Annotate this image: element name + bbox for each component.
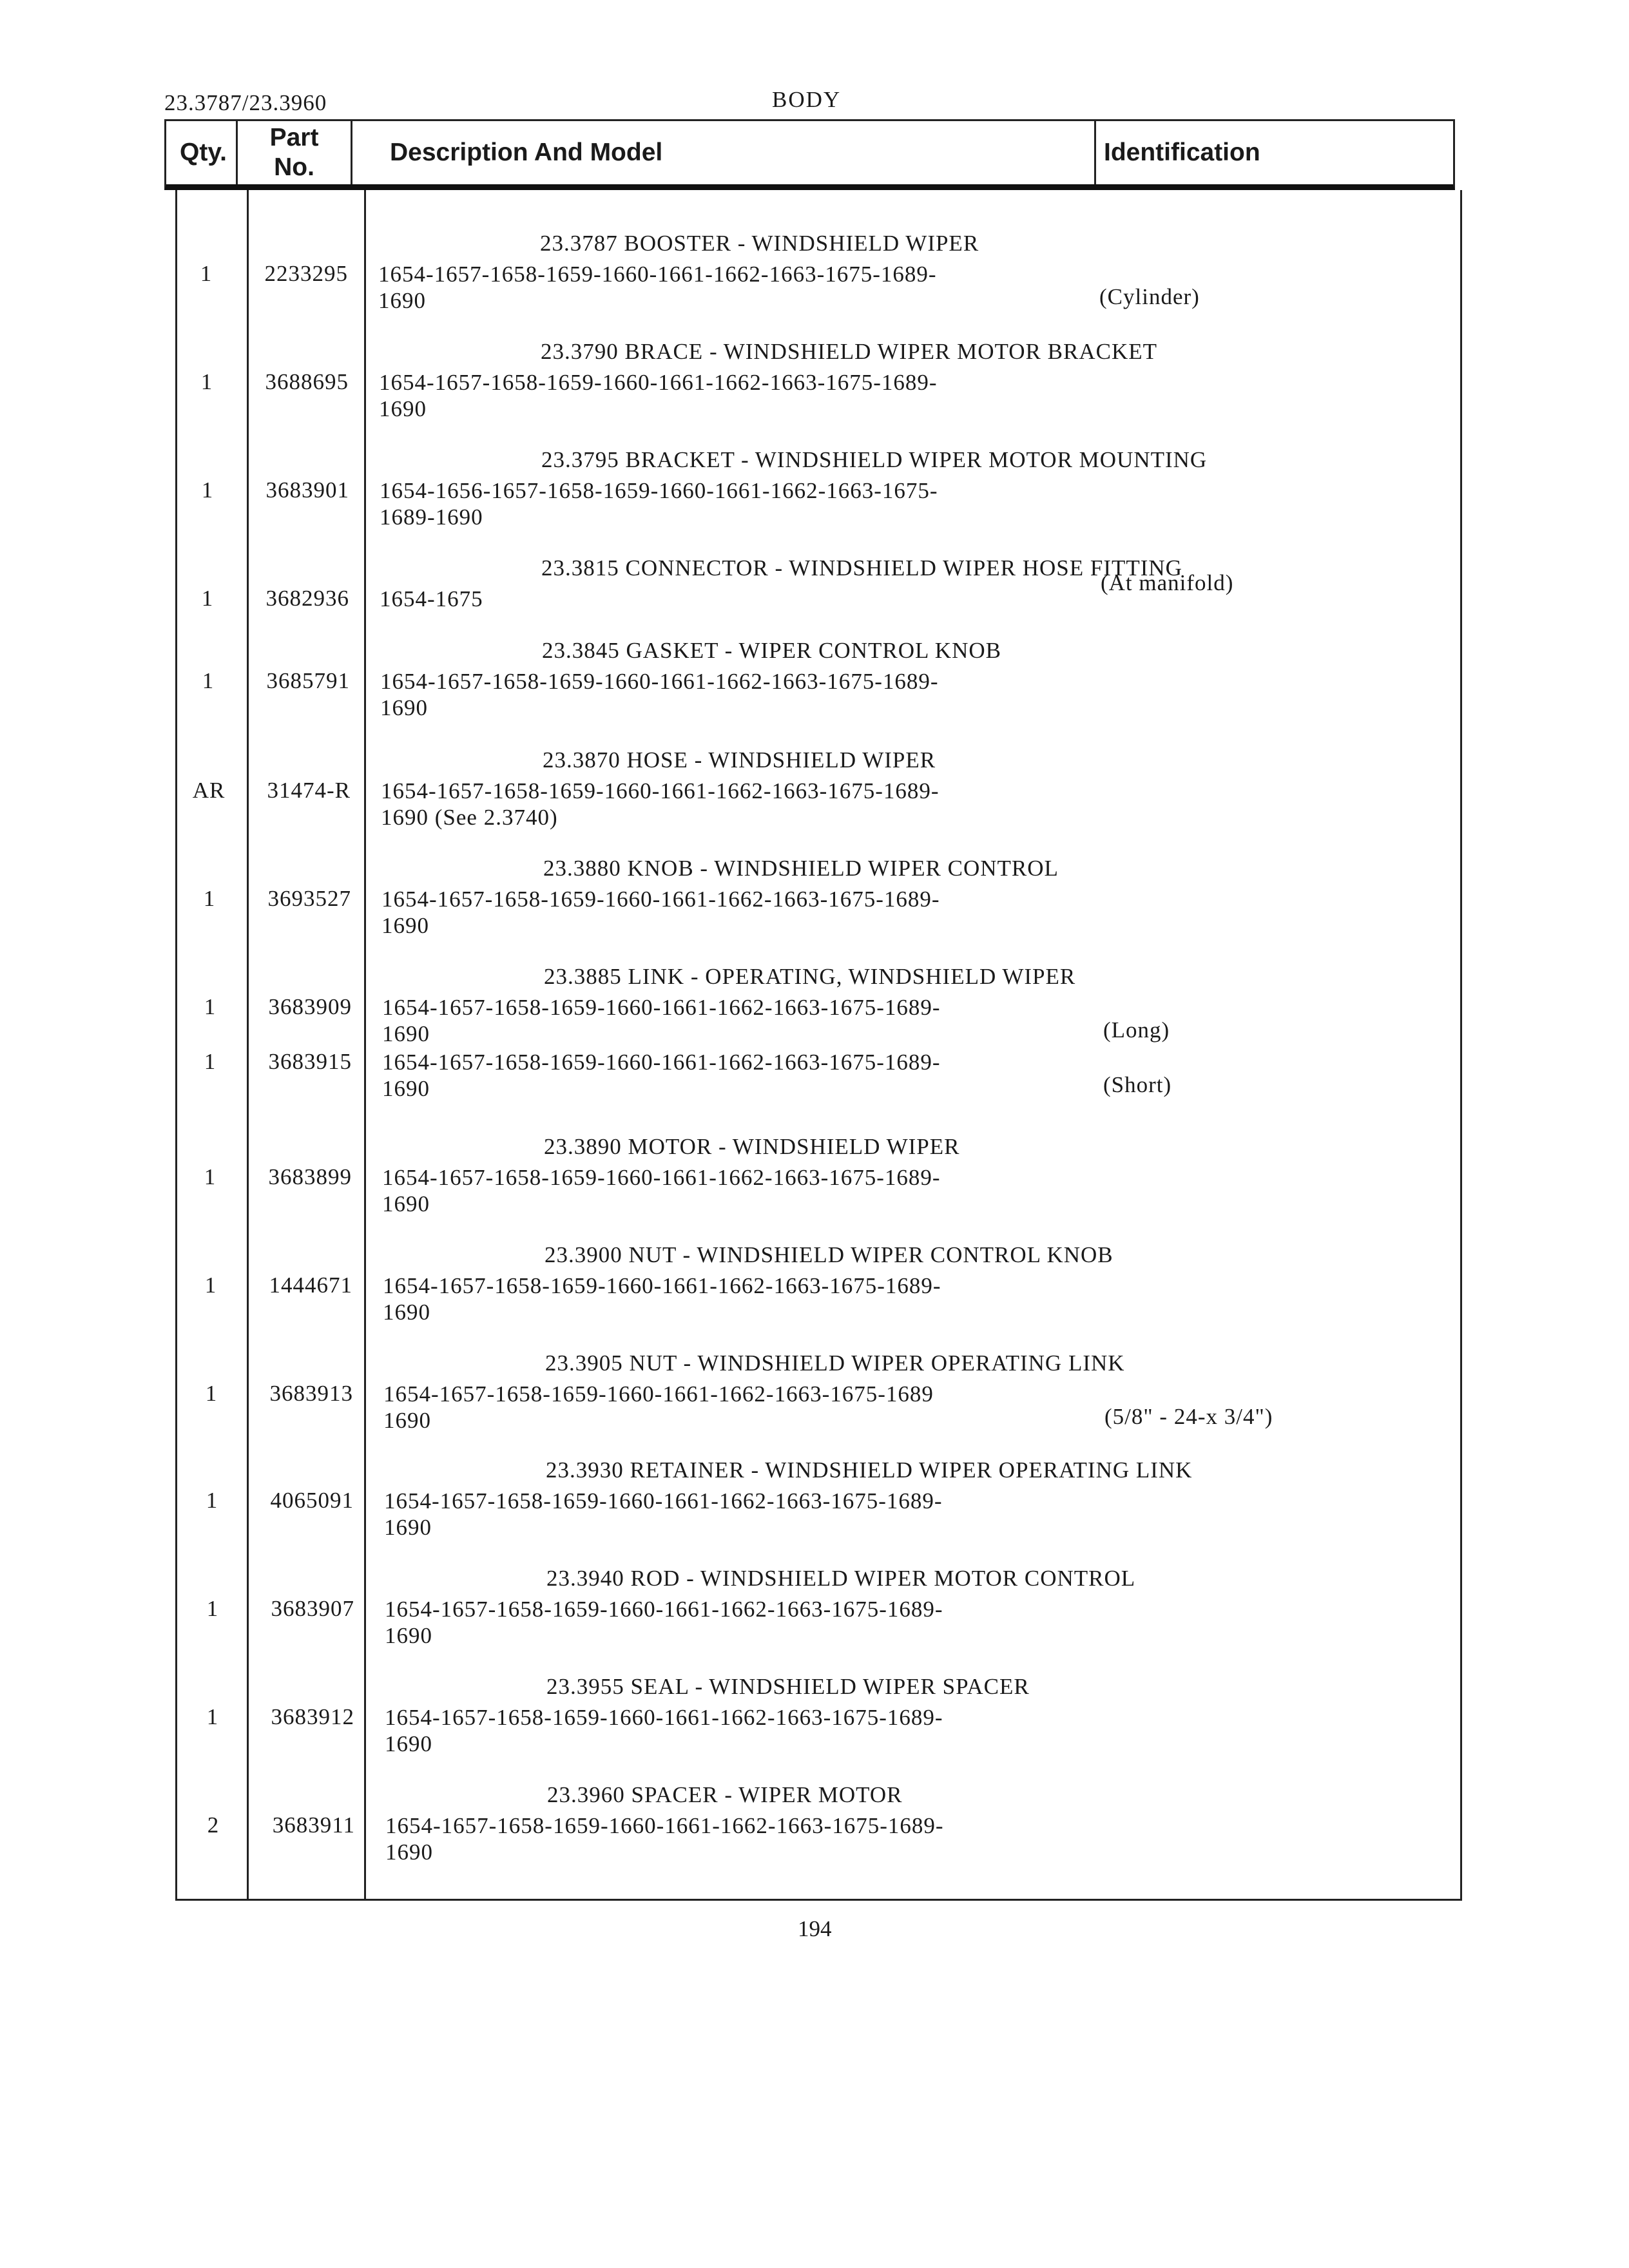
item-models: 1654-1657-1658-1659-1660-1661-1662-1663-1675-1689- 1690 (See 2.3740) [381, 778, 940, 830]
item-part-number: 3693527 [267, 886, 351, 911]
list-item [0, 1782, 1629, 1885]
page-reference: 23.3787/23.3960 [164, 90, 327, 115]
item-models: 1654-1657-1658-1659-1660-1661-1662-1663-1675-1689- 1690 [383, 1273, 941, 1325]
list-item [0, 964, 1629, 1101]
item-models: 1654-1657-1658-1659-1660-1661-1662-1663-1675-1689- 1690 [382, 1165, 941, 1216]
list-item [0, 1350, 1629, 1454]
item-identification: (Short) [1103, 1072, 1172, 1097]
item-part-number: 3688695 [265, 369, 349, 394]
item-heading: 23.3845 GASKET - WIPER CONTROL KNOB [542, 638, 1001, 663]
item-qty: 1 [206, 1596, 219, 1621]
description-column-header: Description And Model [390, 139, 663, 166]
item-part-number: 3683913 [269, 1381, 353, 1406]
item-heading: 23.3940 ROD - WINDSHIELD WIPER MOTOR CONTROL [546, 1566, 1136, 1591]
item-heading: 23.3890 MOTOR - WINDSHIELD WIPER [544, 1134, 960, 1159]
item-identification: (Long) [1103, 1017, 1170, 1043]
item-models: 1654-1657-1658-1659-1660-1661-1662-1663-1675-1689- 1690 [378, 262, 937, 313]
item-heading: 23.3795 BRACKET - WINDSHIELD WIPER MOTOR MOUNTING [541, 447, 1208, 472]
item-part-number: 3682936 [265, 586, 349, 611]
item-qty: 1 [204, 1273, 217, 1298]
list-item [0, 1566, 1629, 1669]
list-item [0, 1242, 1629, 1345]
list-item [0, 1674, 1629, 1777]
item-heading: 23.3960 SPACER - WIPER MOTOR [547, 1782, 903, 1807]
item-qty: 1 [201, 586, 214, 611]
item-models: 1654-1675 [380, 586, 483, 611]
list-item [0, 856, 1629, 959]
item-qty: 1 [204, 1049, 217, 1074]
item-models: 1654-1657-1658-1659-1660-1661-1662-1663-1675-1689- 1690 [379, 370, 938, 421]
qty-column-header: Qty. [180, 139, 227, 166]
list-item [0, 638, 1629, 741]
item-part-number: 3683911 [272, 1812, 355, 1838]
item-identification: (5/8" - 24-x 3/4") [1104, 1404, 1273, 1429]
item-identification: (Cylinder) [1099, 284, 1200, 309]
list-item [0, 339, 1629, 442]
item-part-number: 3683901 [265, 477, 349, 503]
item-models: 1654-1657-1658-1659-1660-1661-1662-1663-1675-1689- 1690 [382, 995, 941, 1046]
item-part-number: 3683899 [268, 1164, 352, 1189]
item-models: 1654-1657-1658-1659-1660-1661-1662-1663-1675-1689- 1690 [384, 1488, 943, 1540]
item-heading: 23.3787 BOOSTER - WINDSHIELD WIPER [540, 231, 979, 256]
list-item [0, 1134, 1629, 1237]
part-no-header-line1: Part [269, 124, 319, 151]
item-heading: 23.3955 SEAL - WINDSHIELD WIPER SPACER [546, 1674, 1030, 1699]
item-qty: 1 [206, 1488, 218, 1513]
item-part-number: 31474-R [267, 778, 351, 803]
item-qty: 1 [200, 261, 213, 286]
identification-column-header: Identification [1104, 139, 1260, 166]
item-part-number: 3683915 [268, 1049, 352, 1074]
list-item [0, 447, 1629, 550]
item-heading: 23.3880 KNOB - WINDSHIELD WIPER CONTROL [543, 856, 1059, 881]
item-part-number: 2233295 [264, 261, 348, 286]
list-item [0, 231, 1629, 334]
item-qty: AR [192, 778, 226, 803]
page-number: 194 [798, 1916, 832, 1941]
list-item [0, 747, 1629, 850]
item-qty: 1 [206, 1704, 219, 1729]
item-models: 1654-1657-1658-1659-1660-1661-1662-1663-1675-1689- 1690 [385, 1813, 944, 1865]
item-qty: 1 [201, 477, 214, 503]
item-identification: (At manifold) [1101, 570, 1234, 595]
item-heading: 23.3900 NUT - WINDSHIELD WIPER CONTROL KNOB [545, 1242, 1113, 1267]
item-heading: 23.3790 BRACE - WINDSHIELD WIPER MOTOR BRACKET [541, 339, 1157, 364]
item-heading: 23.3930 RETAINER - WINDSHIELD WIPER OPERATING LINK [546, 1457, 1193, 1483]
item-qty: 1 [203, 886, 216, 911]
item-part-number: 3683907 [271, 1596, 354, 1621]
item-models: 1654-1657-1658-1659-1660-1661-1662-1663-1675-1689 1690 [383, 1381, 934, 1433]
item-qty: 1 [204, 994, 217, 1019]
item-models: 1654-1657-1658-1659-1660-1661-1662-1663-1675-1689- 1690 [380, 669, 939, 720]
item-qty: 1 [205, 1381, 218, 1406]
item-heading: 23.3815 CONNECTOR - WINDSHIELD WIPER HOSE FITTING [541, 555, 1182, 581]
item-heading: 23.3905 NUT - WINDSHIELD WIPER OPERATING LINK [545, 1350, 1125, 1376]
item-qty: 2 [207, 1812, 220, 1838]
item-models: 1654-1657-1658-1659-1660-1661-1662-1663-1675-1689- 1690 [382, 1050, 941, 1101]
section-title: BODY [772, 87, 842, 112]
part-no-header-line2: No. [274, 153, 314, 181]
item-part-number: 3683912 [271, 1704, 354, 1729]
item-qty: 1 [200, 369, 213, 394]
item-part-number: 4065091 [270, 1488, 354, 1513]
item-models: 1654-1657-1658-1659-1660-1661-1662-1663-1675-1689- 1690 [385, 1597, 943, 1648]
list-item [0, 1457, 1629, 1561]
item-models: 1654-1656-1657-1658-1659-1660-1661-1662-1663-1675- 1689-1690 [380, 478, 938, 530]
item-part-number: 3683909 [268, 994, 352, 1019]
item-heading: 23.3870 HOSE - WINDSHIELD WIPER [543, 747, 936, 773]
item-qty: 1 [204, 1164, 217, 1189]
item-models: 1654-1657-1658-1659-1660-1661-1662-1663-1675-1689- 1690 [385, 1705, 943, 1756]
item-part-number: 1444671 [269, 1273, 352, 1298]
item-models: 1654-1657-1658-1659-1660-1661-1662-1663-1675-1689- 1690 [381, 887, 940, 938]
item-part-number: 3685791 [266, 668, 350, 693]
item-qty: 1 [202, 668, 215, 693]
item-heading: 23.3885 LINK - OPERATING, WINDSHIELD WIPER [544, 964, 1076, 989]
